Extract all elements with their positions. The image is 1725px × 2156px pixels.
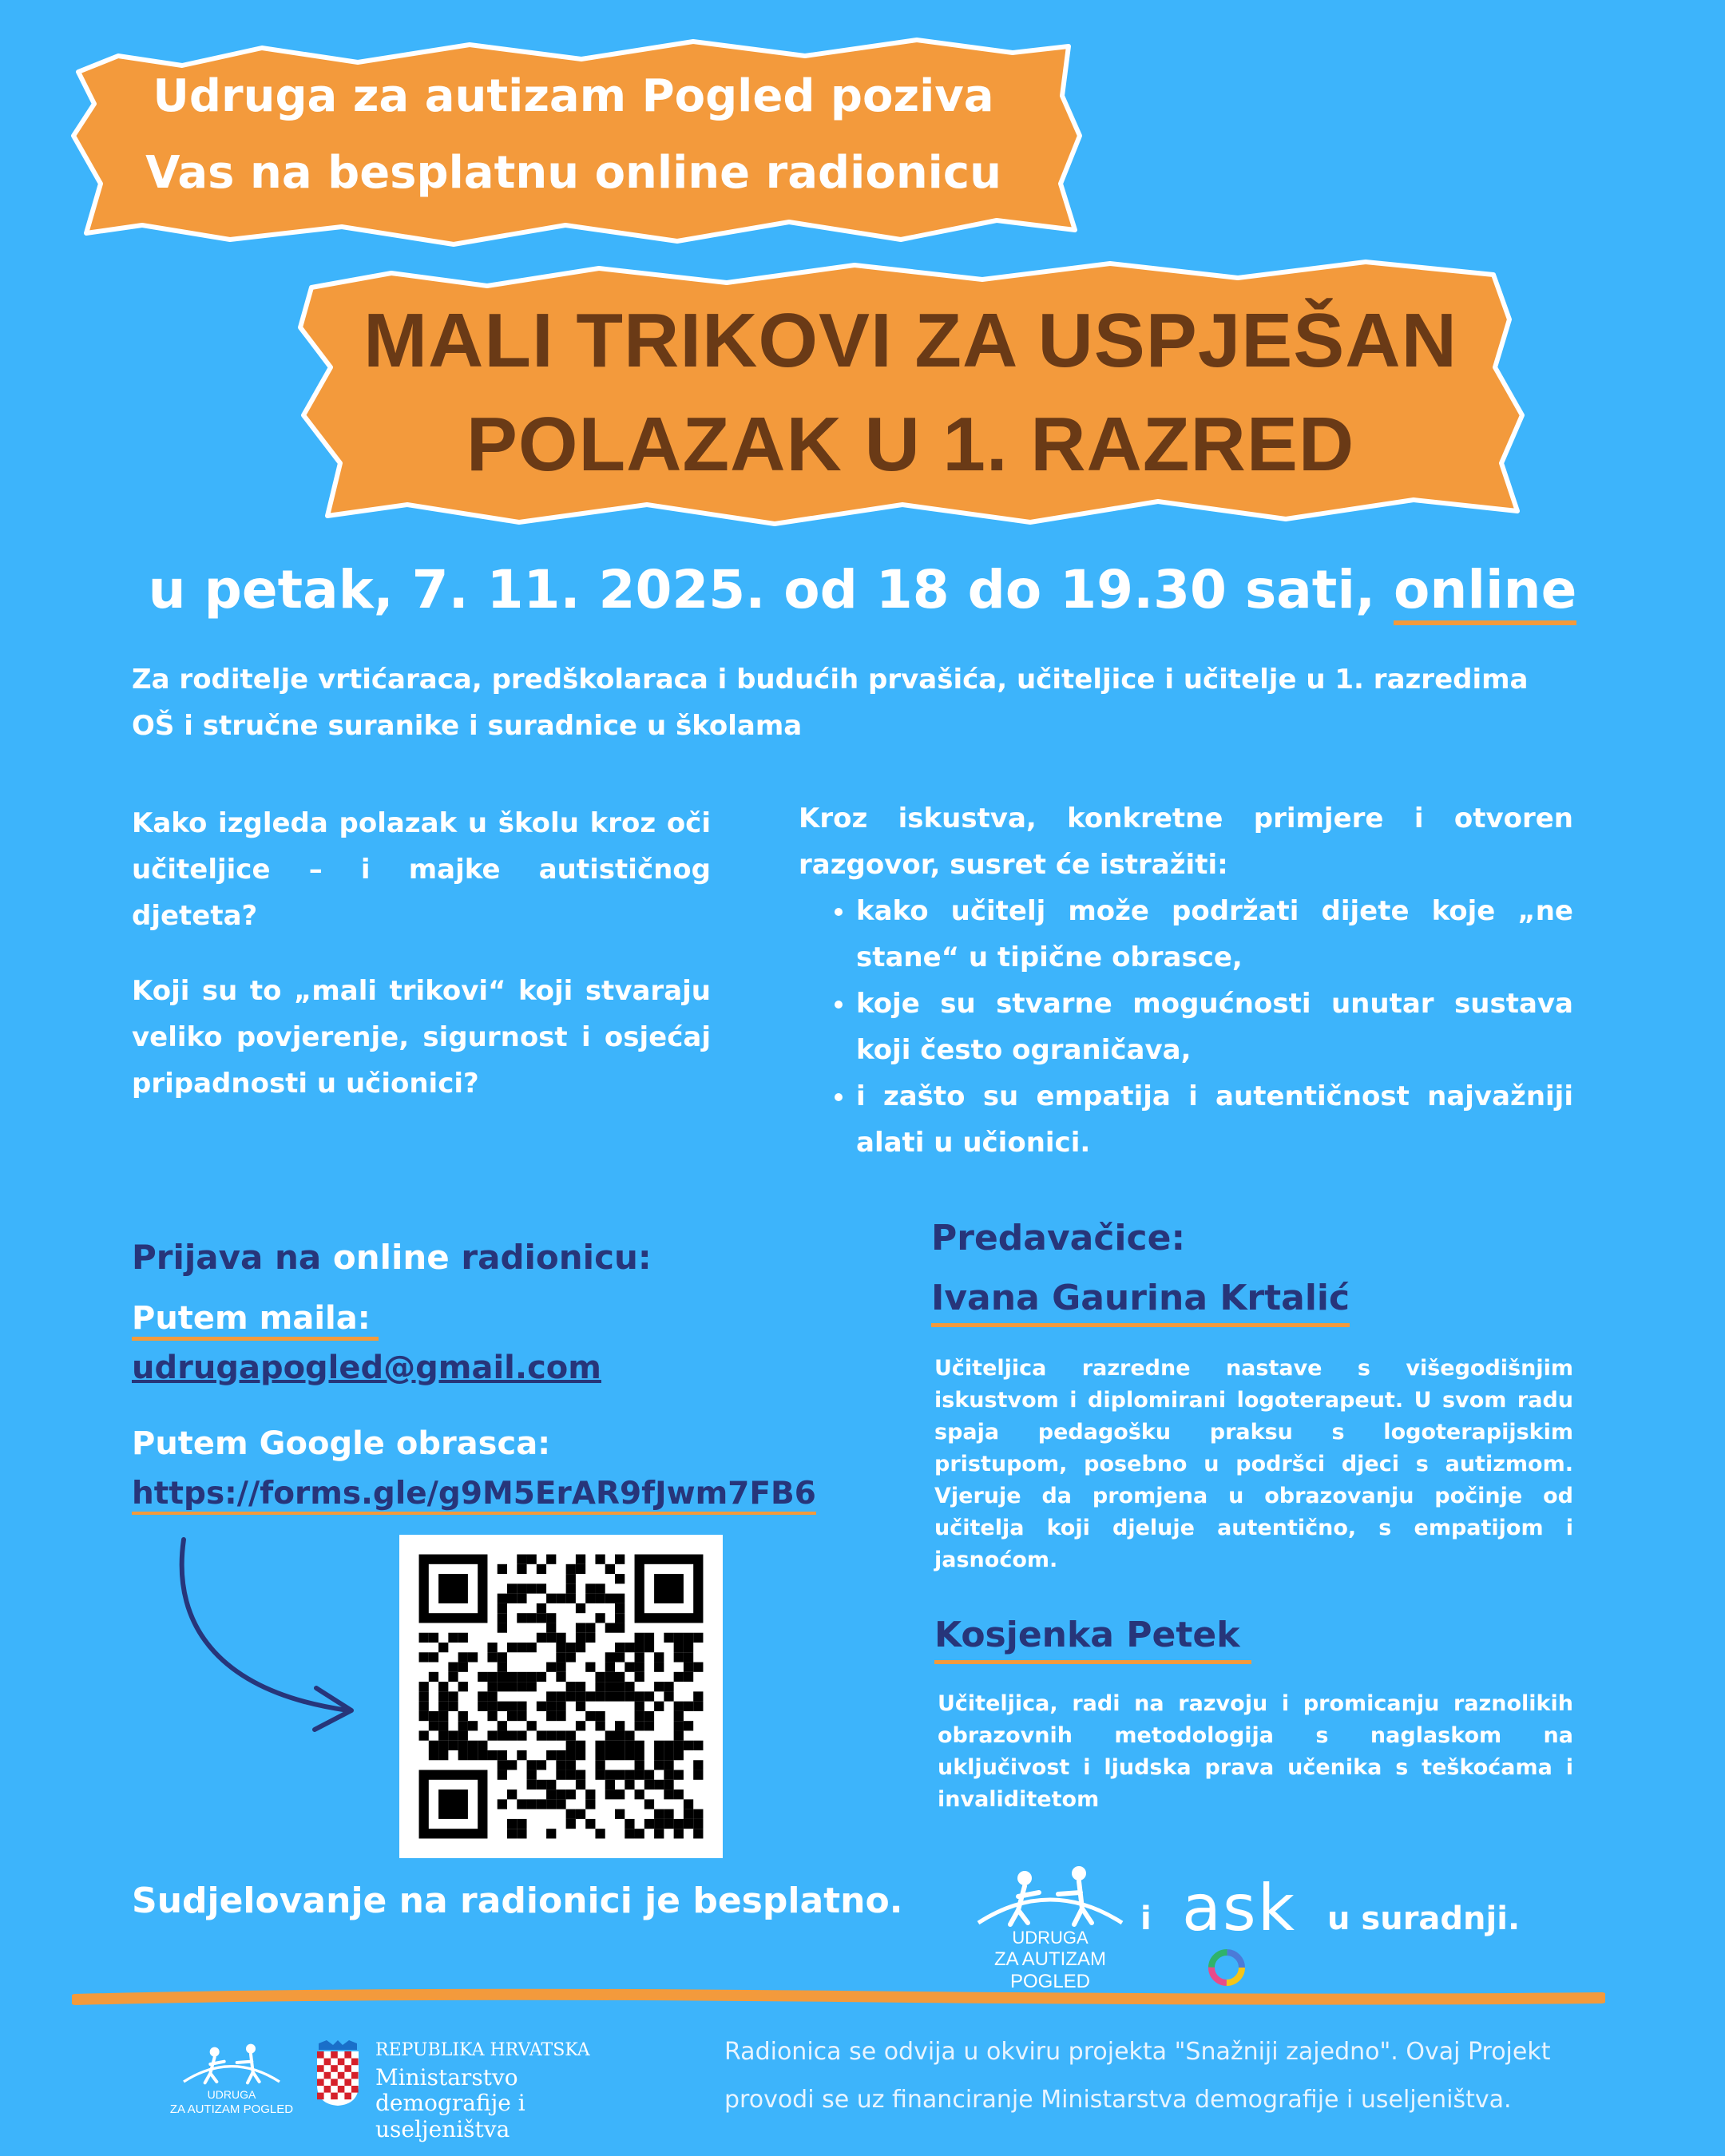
email-link[interactable]: udrugapogled@gmail.com [132,1349,601,1386]
footer-logo-line-2: ZA AUTIZAM POGLED [169,2102,294,2116]
divider-stripe [72,1987,1605,2011]
children-figures-icon [962,1861,1138,1932]
footer-udruga-logo [168,2040,295,2136]
speaker-2-bio: Učiteljica, radi na razvoju i promicanju raznolikih obrazovnih metodologija s naglaskom na uključivost i ljudska prava učenika s teškoćama i invaliditetom [938,1691,1573,1812]
ask-logo-text: ask [1182,1871,1297,1945]
question-1: Kako izgleda polazak u školu kroz oči učiteljice – i majke autističnog djeteta? [132,807,711,932]
footer-text-line-1: Radionica se odvija u okviru projekta "Snažniji zajedno". Ovaj Projekt [724,2038,1551,2066]
list-item: • i zašto su empatija i autentičnost najvažniji alati u učionici. [856,1073,1573,1166]
invitation-line-2: Vas na besplatnu online radionicu [145,147,1001,199]
footer-logo-line-1: UDRUGA [207,2088,256,2101]
speaker-1-bio: Učiteljica razredne nastave s višegodišnjim iskustvom i diplomirani logoterapeut. U svom radu spaja pedagošku praksu s logoterapijskim pristupom, posebno u podršci djeci s autizmom. Vjeruje da promjena u obrazovanju počinje od učitelja koji djeluje autentično, s empatijom i jasnoćom. [934,1356,1573,1572]
invitation-banner [54,24,1092,264]
registration-heading-a: Prijava na [132,1238,322,1277]
title-banner [280,256,1541,535]
children-figures-icon [168,2040,295,2088]
croatian-coat-of-arms-icon [315,2040,360,2107]
qr-code[interactable] [399,1535,723,1858]
title-line-2: POLAZAK U 1. RAZRED [466,402,1355,487]
torn-paper-shape [54,24,1092,264]
udruga-pogled-logo [962,1861,1138,1992]
event-date-text: u petak, 7. 11. 2025. od 18 do 19.30 sati, [148,559,1376,620]
registration-heading-b: online [332,1238,450,1277]
topics-block [799,795,1573,1166]
curved-arrow-icon [160,1533,367,1741]
ministry-line-3: demografije i useljeništva [375,2090,525,2142]
ask-ring-icon [1206,1947,1247,1988]
topics-intro: Kroz iskustva, konkretne primjere i otvoren razgovor, susret će istražiti: [799,803,1573,881]
list-item: • koje su stvarne mogućnosti unutar sustava koji često ograničava, [856,981,1573,1073]
ministry-line-1: REPUBLIKA HRVATSKA [375,2040,590,2060]
list-item: • kako učitelj može podržati dijete koje „ne stane“ u tipične obrasce, [856,888,1573,981]
event-online-label: online [1394,559,1576,625]
free-participation-note: Sudjelovanje na radionici je besplatno. [132,1881,903,1921]
title-line-1: MALI TRIKOVI ZA USPJEŠAN [363,298,1457,383]
qr-code-icon [399,1535,723,1858]
registration-heading [132,1238,652,1277]
invitation-line-1: Udruga za autizam Pogled poziva [153,70,994,122]
ministry-logo [315,2040,635,2142]
topics-list [799,888,1573,1166]
footer-text-line-2: provodi se uz financiranje Ministarstva demografije i useljeništva. [724,2086,1512,2114]
logo-line-1: UDRUGA [1012,1928,1089,1948]
question-2: Koji su to „mali trikovi“ koji stvaraju veliko povjerenje, sigurnost i osjećaj pripadnosti u učionici? [132,975,711,1100]
partners-suffix: u suradnji. [1327,1900,1521,1937]
registration-heading-c: radionicu: [461,1238,652,1277]
email-label: Putem maila: [132,1300,379,1341]
speakers-heading: Predavačice: [931,1218,1186,1258]
ministry-line-2: Ministarstvo [375,2064,518,2091]
event-date [0,559,1725,620]
audience-text: Za roditelje vrtićaraca, predškolaraca i budućih prvašića, učiteljice i učitelje u 1. razredima OŠ i stručne suranike i suradnice u školama [132,664,1529,742]
partners-and: i [1140,1900,1152,1937]
speaker-1-name: Ivana Gaurina Krtalić [931,1278,1350,1327]
speaker-2-name: Kosjenka Petek [934,1615,1251,1664]
form-link[interactable]: https://forms.gle/g9M5ErAR9fJwm7FB6 [132,1476,816,1515]
logo-line-2: ZA AUTIZAM POGLED [993,1948,1106,1992]
ask-logo [1182,1871,1302,1988]
form-label: Putem Google obrasca: [132,1425,551,1462]
